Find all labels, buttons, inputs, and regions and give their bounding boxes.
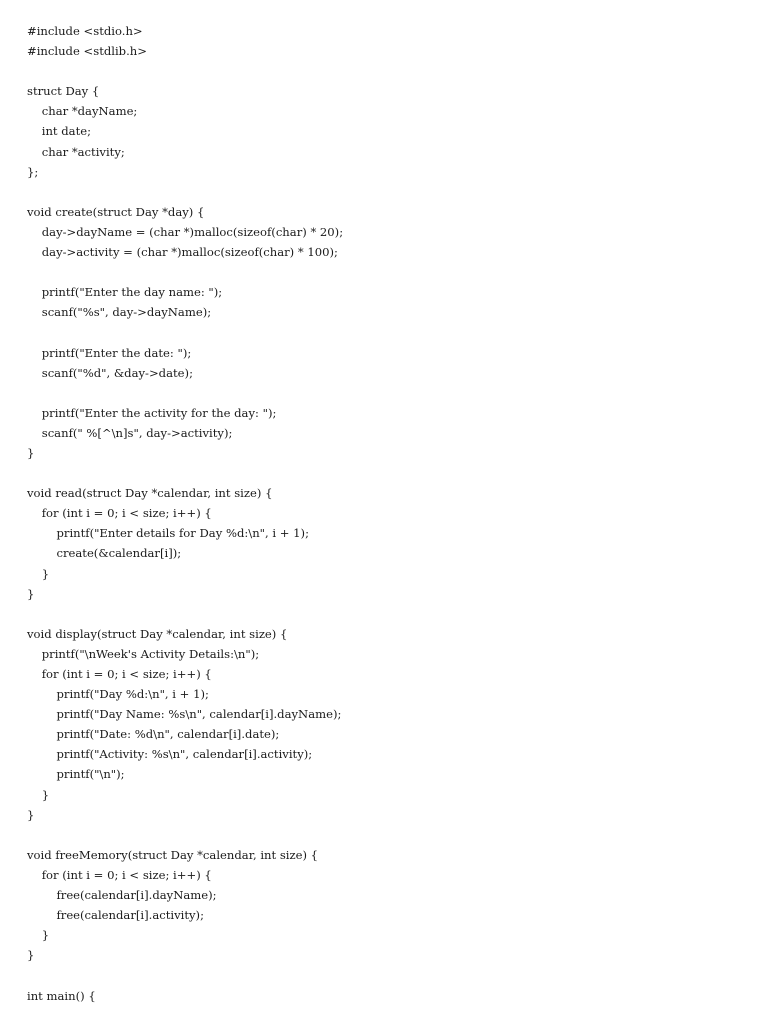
code-line: int date; (27, 124, 92, 139)
code-line: scanf(" %[^\n]s", day->activity); (27, 425, 233, 440)
code-line: } (27, 586, 35, 601)
code-line (27, 463, 343, 483)
code-line: #include <stdio.h> (27, 24, 143, 38)
code-line: scanf("%s", day->dayName); (27, 305, 212, 320)
code-line: printf("Enter the day name: "); (27, 285, 223, 300)
code-line: char *dayName; (27, 104, 138, 119)
code-line: void create(struct Day *day) { (27, 204, 205, 219)
code-line (27, 322, 343, 342)
code-line: #include <stdlib.h> (27, 44, 147, 59)
code-line: for (int i = 0; i < size; i++) { (27, 506, 212, 521)
code-line: day->dayName = (char *)malloc(sizeof(char) * 20); (27, 224, 344, 239)
code-line: } (27, 445, 35, 460)
code-line: for (int i = 0; i < size; i++) { (27, 867, 212, 882)
code-line: } (27, 566, 50, 581)
code-line: printf("Enter the activity for the day: "); (27, 405, 277, 420)
code-line: void display(struct Day *calendar, int size) { (27, 626, 288, 641)
code-line (27, 383, 343, 403)
code-line: printf("Day Name: %s\n", calendar[i].dayName); (27, 707, 342, 722)
code-listing (27, 21, 343, 1006)
code-line: void freeMemory(struct Day *calendar, int size) { (27, 847, 319, 862)
code-line: void read(struct Day *calendar, int size) { (27, 486, 273, 501)
code-line (27, 61, 343, 81)
code-line: struct Day { (27, 84, 100, 99)
code-line: printf("Activity: %s\n", calendar[i].activity); (27, 747, 313, 762)
code-line: printf("\nWeek's Activity Details:\n"); (27, 646, 260, 661)
code-line: printf("Enter details for Day %d:\n", i + 1); (27, 526, 309, 541)
code-line: } (27, 787, 50, 802)
code-line: } (27, 807, 35, 822)
code-line (27, 262, 343, 282)
code-line (27, 965, 343, 985)
code-line: } (27, 948, 35, 963)
code-line: char *activity; (27, 144, 125, 159)
code-line: printf("Date: %d\n", calendar[i].date); (27, 727, 280, 742)
code-line: for (int i = 0; i < size; i++) { (27, 667, 212, 681)
code-line: int main() { (27, 988, 96, 1003)
code-line: day->activity = (char *)malloc(sizeof(char) * 100); (27, 245, 338, 260)
code-line: printf("\n"); (27, 767, 125, 782)
code-line: create(&calendar[i]); (27, 546, 182, 561)
code-line: printf("Day %d:\n", i + 1); (27, 687, 209, 702)
code-line: printf("Enter the date: "); (27, 345, 192, 360)
code-line: scanf("%d", &day->date); (27, 365, 193, 380)
code-line (27, 825, 343, 845)
code-line: free(calendar[i].dayName); (27, 888, 217, 903)
code-line (27, 604, 343, 624)
code-line: } (27, 928, 50, 943)
code-line: free(calendar[i].activity); (27, 908, 204, 923)
code-line: }; (27, 164, 39, 179)
code-line (27, 182, 343, 202)
